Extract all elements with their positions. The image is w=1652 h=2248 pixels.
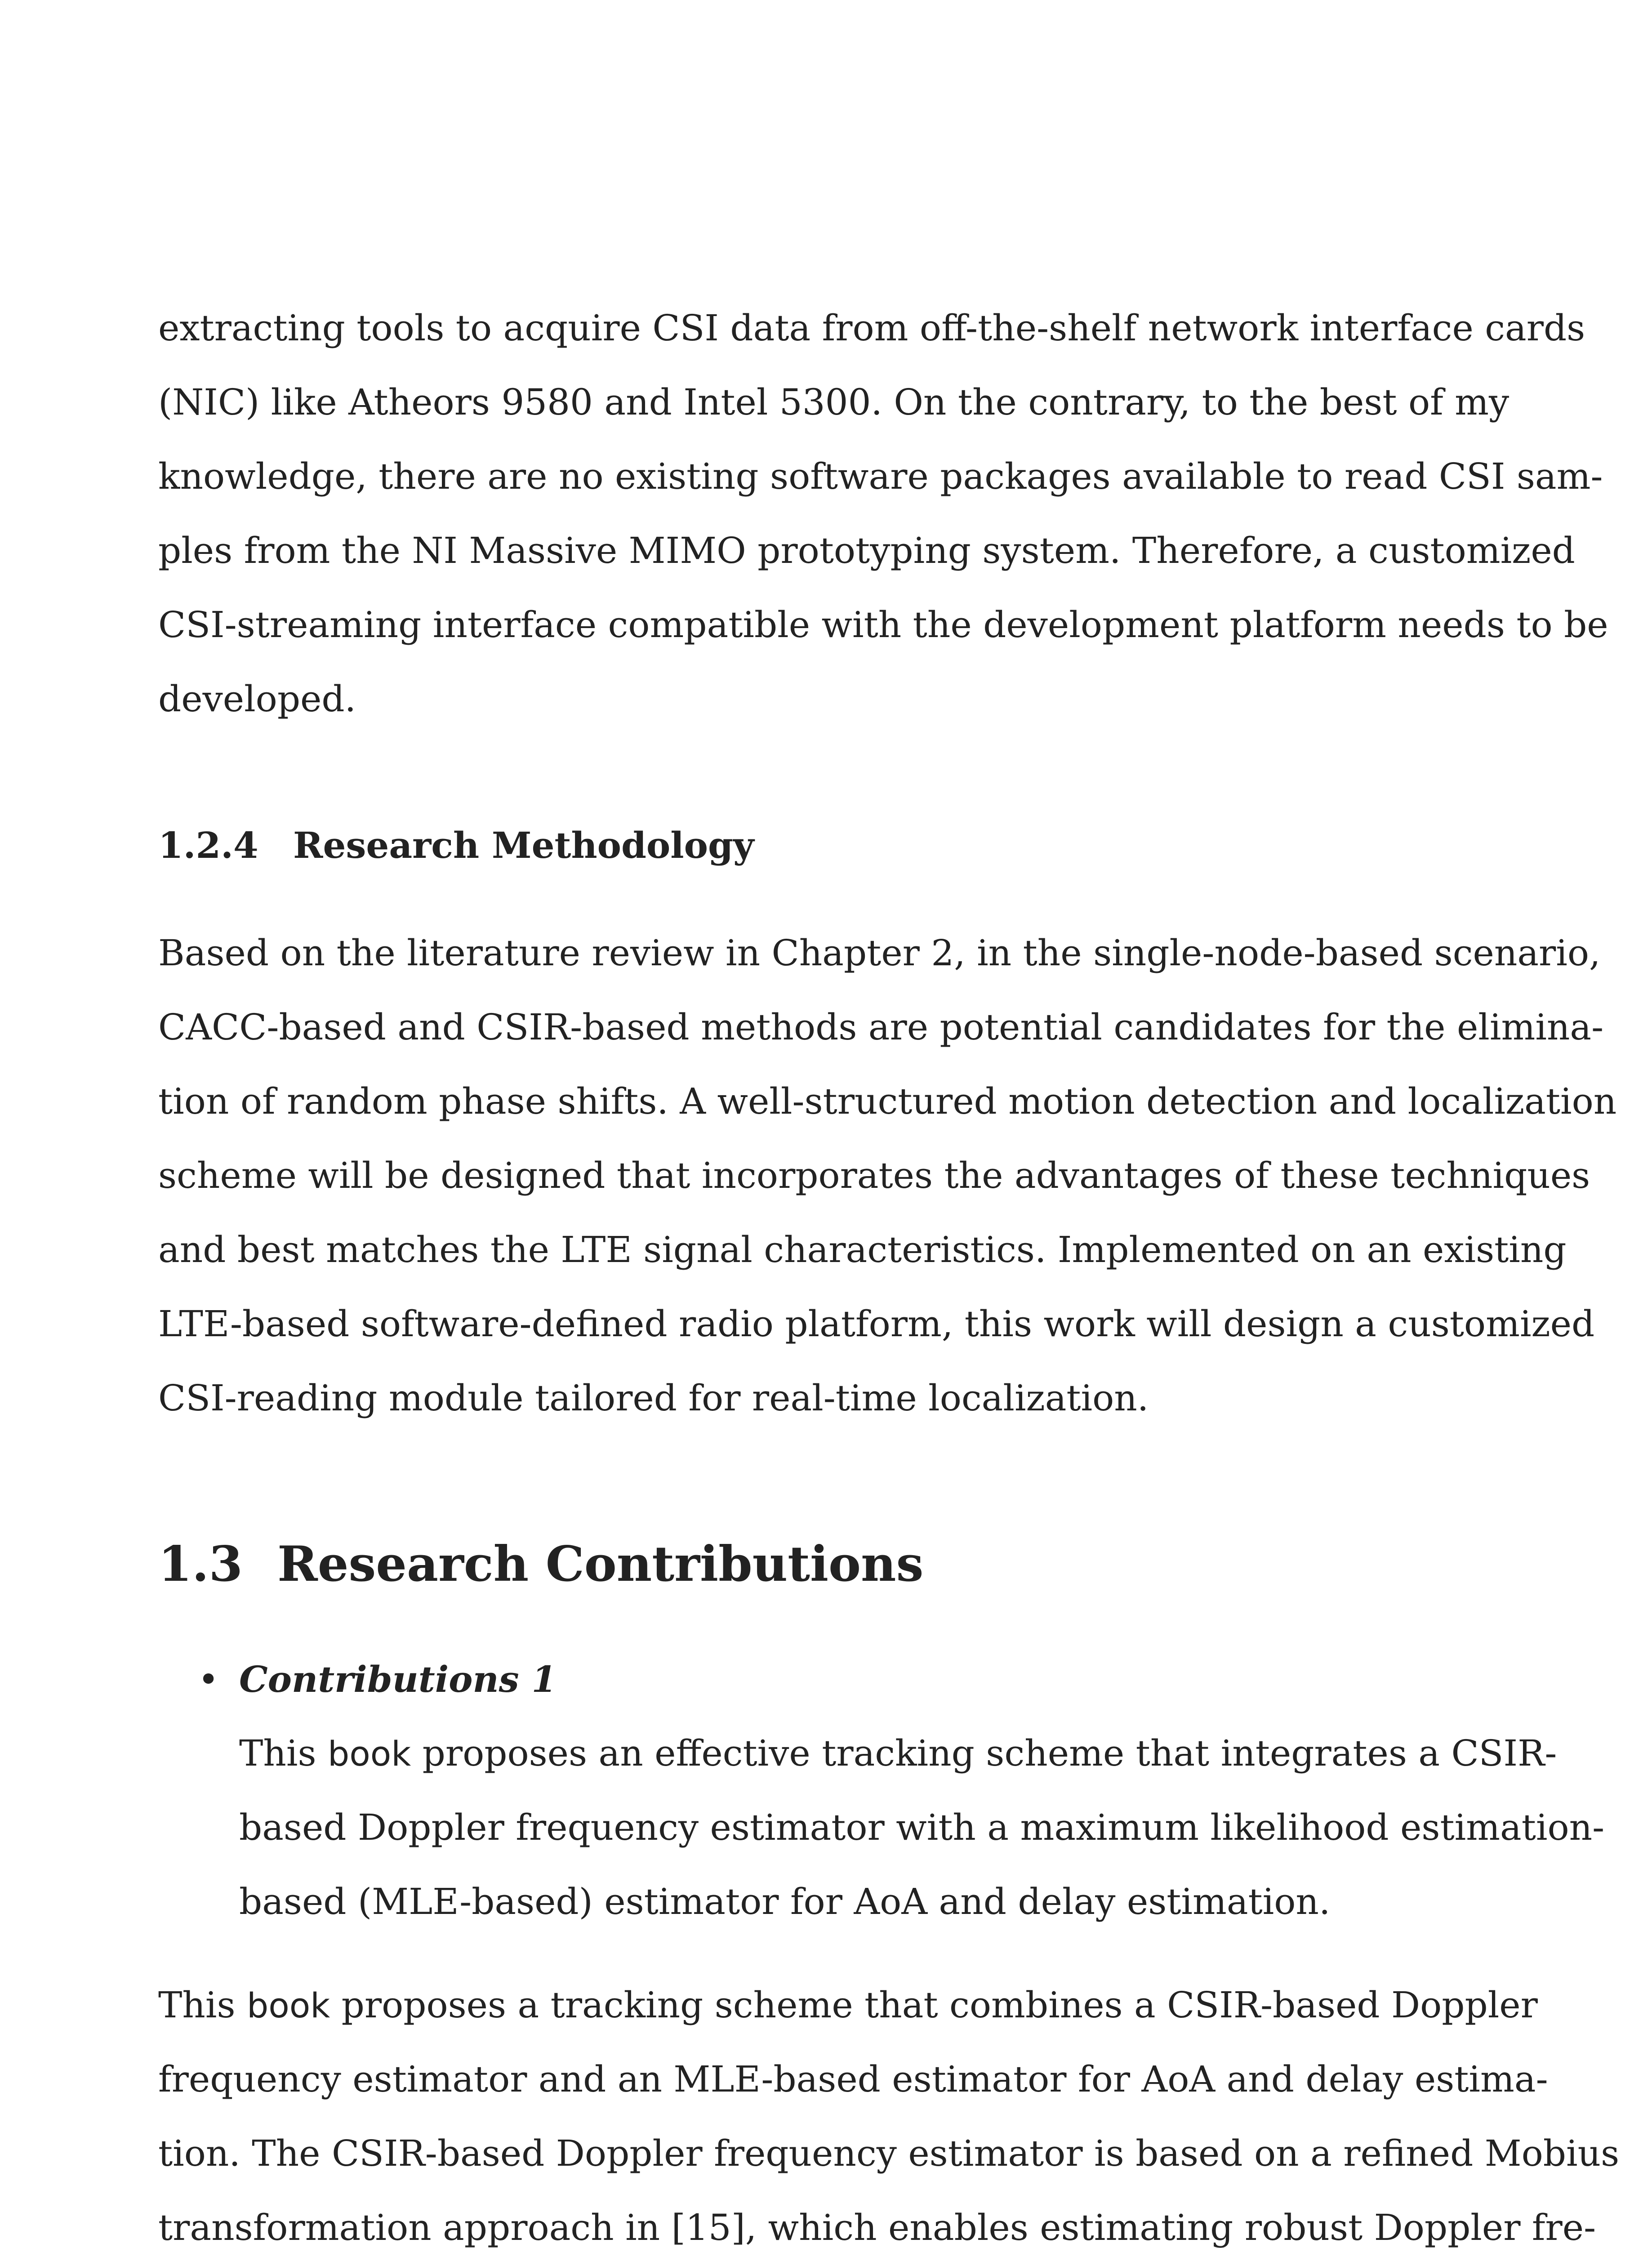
book-word: book	[327, 1734, 411, 1774]
paragraph2-line: tion of random phase shifts. A well-structured motion detection and localization	[158, 1080, 1617, 1122]
section-number: 1.3	[158, 1536, 243, 1592]
bullet-body-line: based (MLE-based) estimator for AoA and delay estimation.	[239, 1881, 1331, 1922]
bullet-item-heading	[198, 1658, 557, 1700]
paragraph2-line: LTE-based software-defined radio platform, this work will design a customized	[158, 1303, 1595, 1345]
paragraph1-line: ples from the NI Massive MIMO prototyping system. Therefore, a customized	[158, 530, 1575, 571]
bullet-title: Contributions 1	[239, 1658, 557, 1700]
paragraph1-line: (NIC) like Atheors 9580 and Intel 5300. On the contrary, to the best of my	[158, 381, 1510, 423]
paragraph3-line1-pre: This	[158, 1984, 247, 2026]
paragraph3-line	[158, 1984, 1538, 2026]
subsection-title: Research Methodology	[293, 824, 754, 866]
paragraph2-line: Based on the literature review in Chapter 2, in the single-node-based scenario,	[158, 932, 1601, 974]
paragraph1-line: CSI-streaming interface compatible with the development platform needs to be	[158, 604, 1608, 646]
paragraph2-line: CACC-based and CSIR-based methods are potential candidates for the elimina-	[158, 1006, 1604, 1048]
subsection-heading	[158, 824, 754, 866]
paragraph2-line: scheme will be designed that incorporates the advantages of these techniques	[158, 1155, 1590, 1196]
bullet-line1-post: proposes an effective tracking scheme that integrates a CSIR-	[411, 1732, 1557, 1774]
bullet-body-line: based Doppler frequency estimator with a maximum likelihood estimation-	[239, 1806, 1605, 1848]
bullet-line1-pre: This	[239, 1732, 328, 1774]
bullet-marker: •	[198, 1659, 219, 1700]
paragraph1-line: developed.	[158, 678, 356, 720]
paragraph1-line: knowledge, there are no existing software packages available to read CSI sam-	[158, 455, 1603, 497]
paragraph2-line: CSI-reading module tailored for real-time localization.	[158, 1377, 1149, 1419]
paragraph1-line: extracting tools to acquire CSI data from off-the-shelf network interface cards	[158, 307, 1585, 349]
paragraph3-line: frequency estimator and an MLE-based estimator for AoA and delay estima-	[158, 2058, 1548, 2100]
bullet-body-line	[239, 1732, 1557, 1774]
paragraph3-line: transformation approach in [15], which enables estimating robust Doppler fre-	[158, 2207, 1596, 2248]
paragraph2-line: and best matches the LTE signal characteristics. Implemented on an existing	[158, 1229, 1567, 1271]
subsection-number: 1.2.4	[158, 824, 258, 866]
paragraph3-line: tion. The CSIR-based Doppler frequency estimator is based on a refined Mobius	[158, 2132, 1620, 2174]
section-heading	[158, 1536, 924, 1592]
book-word: book	[246, 1985, 330, 2025]
section-title: Research Contributions	[277, 1536, 924, 1592]
paragraph3-line1-post: proposes a tracking scheme that combines a CSIR-based Doppler	[330, 1984, 1538, 2026]
